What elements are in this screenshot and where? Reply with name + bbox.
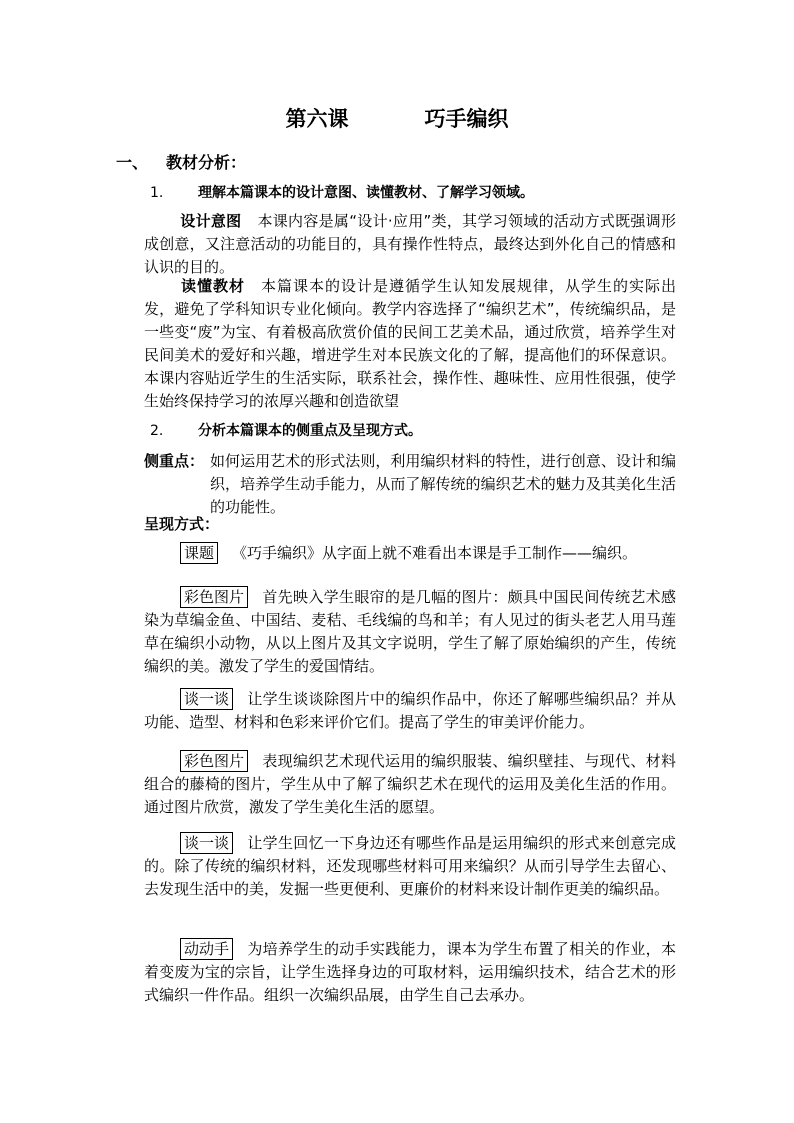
presentation-label: 呈现方式： <box>144 515 220 533</box>
design-intent-paragraph <box>144 210 676 279</box>
block-text: 首先映入学生眼帘的是几幅的图片：颇具中国民间传统艺术感染为草编金鱼、中国结、麦秸、毛线编的鸟和羊；有人见过的街头老艺人用马莲草在编织小动物，从以上图片及其文字说明，学生了解了原始编织的产生，传统编织的美。激发了学生的爱国情结。 <box>144 588 676 675</box>
block-text: 让学生回忆一下身边还有哪些作品是运用编织的形式来创意完成的。除了传统的编织材料，还发现哪些材料可用来编织？从而引导学生去留心、去发现生活中的美，发掘一些更便利、更廉价的材料来设计制作更美的编织品。 <box>144 834 676 898</box>
block-tag: 课题 <box>180 542 218 564</box>
reading-paragraph <box>144 275 676 413</box>
block-color-pictures-1 <box>144 586 676 678</box>
block-tag: 动动手 <box>180 938 233 960</box>
section-number: 一、 <box>116 153 149 172</box>
focus-text: 如何运用艺术的形式法则，利用编织材料的特性，进行创意、设计和编织，培养学生动手能力，从而了解传统的编织艺术的魅力及其美化生活的功能性。 <box>210 452 676 516</box>
block-tag: 彩色图片 <box>180 586 248 608</box>
block-hands-on <box>144 938 676 1007</box>
block-topic <box>144 542 676 565</box>
page-title <box>0 103 794 133</box>
block-discussion-2 <box>144 832 676 901</box>
reading-text: 本篇课本的设计是遵循学生认知发展规律，从学生的实际出发，避免了学科知识专业化倾向。教学内容选择了“编织艺术”，传统编织品，是一些变“废”为宝、有着极高欣赏价值的民间工艺美术品，通过欣赏，培养学生对民间美术的爱好和兴趣，增进学生对本民族文化的了解，提高他们的环保意识。本课内容贴近学生的生活实际，联系社会，操作性、趣味性、应用性很强，使学生始终保持学习的浓厚兴趣和创造欲望 <box>144 277 676 410</box>
block-tag: 彩色图片 <box>180 750 248 772</box>
block-color-pictures-2 <box>144 750 676 819</box>
block-text: 表现编织艺术现代运用的编织服装、编织壁挂、与现代、材料组合的藤椅的图片，学生从中了解了编织艺术在现代的运用及美化生活的作用。通过图片欣赏，激发了学生美化生活的愿望。 <box>144 752 676 816</box>
block-text: 《巧手编织》从字面上就不难看出本课是手工制作——编织。 <box>232 544 638 562</box>
section-title: 教材分析： <box>166 153 247 172</box>
block-text: 为培养学生的动手实践能力，课本为学生布置了相关的作业，本着变废为宝的宗旨，让学生选择身边的可取材料，运用编织技术，结合艺术的形式编织一件作品。组织一次编织品展，由学生自己去承办。 <box>144 940 676 1004</box>
subsection-title: 理解本篇课本的设计意图、读懂教材、了解学习领域。 <box>198 185 534 201</box>
design-intent-text: 本课内容是属“设计·应用”类，其学习领域的活动方式既强调形成创意，又注意活动的功能目的，具有操作性特点，最终达到外化自己的情感和认识的目的。 <box>144 212 676 276</box>
focus-paragraph <box>144 450 676 519</box>
block-text: 让学生谈谈除图片中的编织作品中，你还了解哪些编织品？并从功能、造型、材料和色彩来评价它们。提高了学生的审美评价能力。 <box>144 690 676 731</box>
reading-label: 读懂教材 <box>180 277 245 295</box>
lesson-name: 巧手编织 <box>424 107 509 131</box>
lesson-number: 第六课 <box>285 107 349 131</box>
subsection-number: 1. <box>150 185 164 201</box>
subsection-number: 2. <box>150 423 164 439</box>
section-heading <box>116 150 246 173</box>
block-tag: 谈一谈 <box>180 688 233 710</box>
subsection-title: 分析本篇课本的侧重点及呈现方式。 <box>198 423 422 439</box>
subsection-1 <box>150 182 534 202</box>
block-tag: 谈一谈 <box>180 832 233 854</box>
block-discussion-1 <box>144 688 676 734</box>
design-intent-label: 设计意图 <box>180 212 242 230</box>
focus-label: 侧重点： <box>144 452 205 470</box>
subsection-2 <box>150 420 422 440</box>
